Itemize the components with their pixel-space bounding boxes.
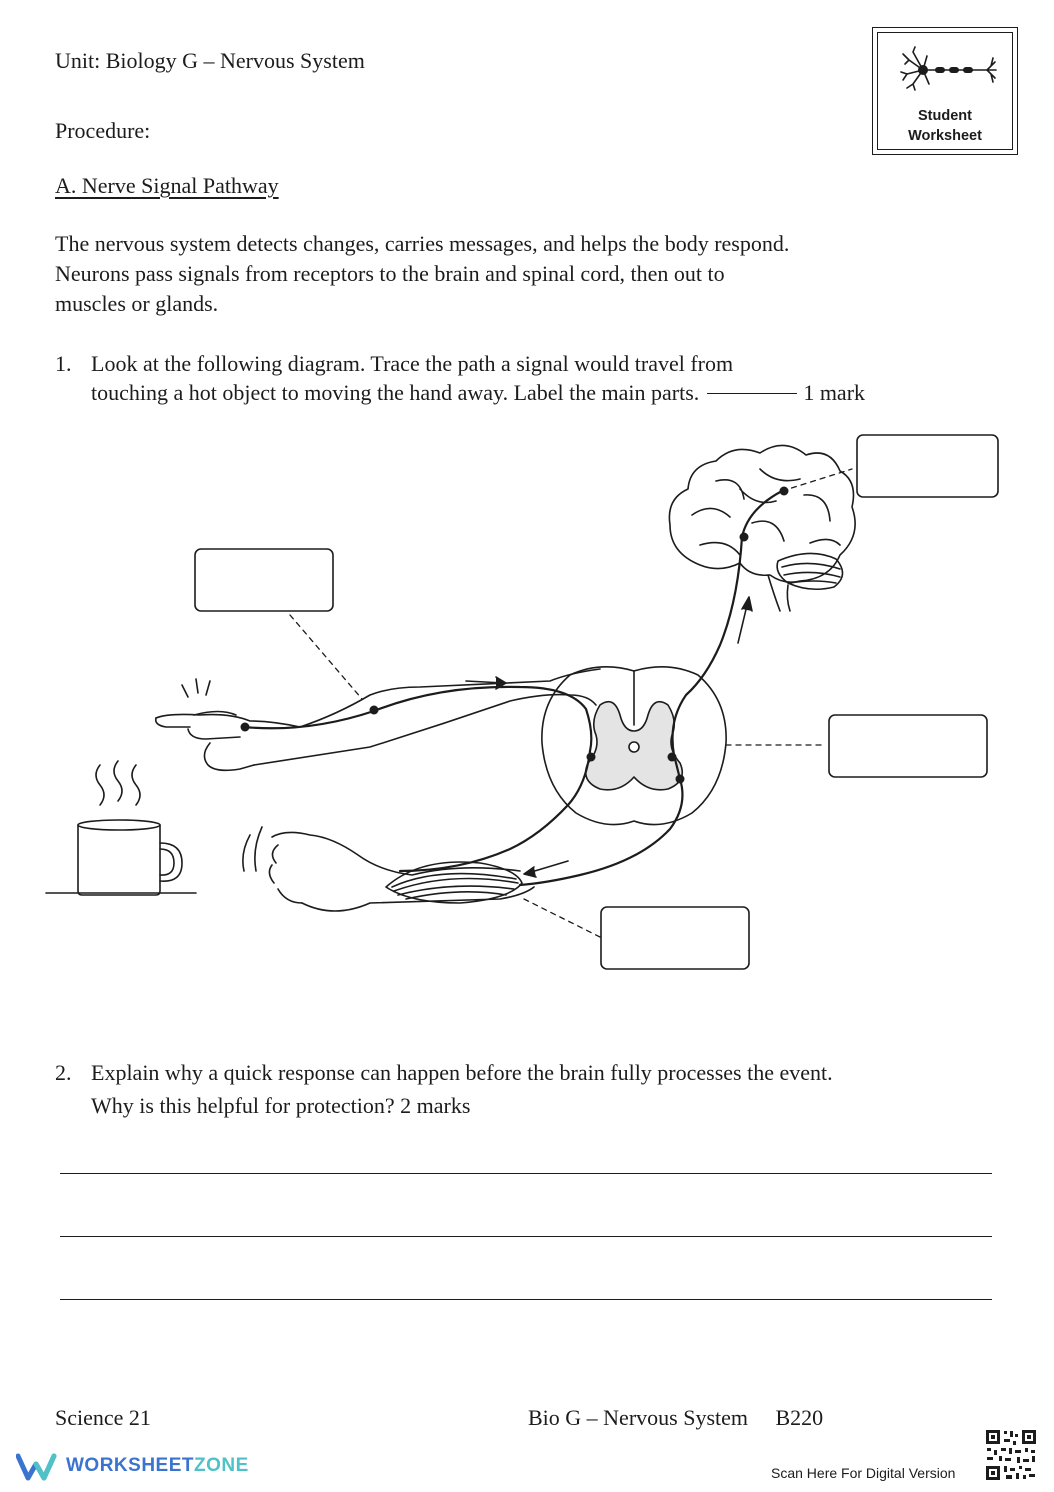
intro-line: muscles or glands. [55,291,219,316]
qr-code-icon[interactable] [984,1428,1038,1482]
motor-pathway [520,779,682,885]
nerve-pathway-diagram [40,425,1020,985]
question-line: Look at the following diagram. Trace the path a signal would travel from [91,351,734,376]
neuron-node [241,487,789,784]
hand-icon [156,669,600,770]
badge-line-2: Worksheet [908,128,982,144]
connector-pathway [400,751,590,871]
worksheetzone-logo-icon [16,1452,60,1482]
label-box-receptor[interactable] [195,549,333,611]
label-box-muscle[interactable] [601,907,749,969]
footer-code-text: Bio G – Nervous System B220 [528,1405,824,1430]
question-marks: 1 mark [803,380,866,405]
question-line-2 [91,378,865,408]
answer-line[interactable] [60,1299,992,1300]
badge-line-1: Student [918,108,972,124]
intro-paragraph [55,229,935,319]
question-line: Explain why a quick response can happen before the brain fully processes the event. [91,1060,833,1085]
question-line: Why is this helpful for protection? 2 marks [91,1093,471,1118]
logo-word-1: WORKSHEET [66,1455,194,1476]
neuron-icon [895,42,999,102]
student-worksheet-badge [872,27,1018,155]
procedure-heading: Procedure: [55,118,151,143]
scan-caption: Scan Here For Digital Version [771,1465,956,1481]
brain-icon [669,445,855,611]
label-box-brain[interactable] [857,435,998,497]
unit-title: Unit: Biology G – Nervous System [55,48,365,73]
question-number: 1. [55,351,72,376]
intro-line: Neurons pass signals from receptors to the brain and spinal cord, then out to [55,261,725,286]
label-box-spinal-cord[interactable] [829,715,987,777]
ascending-pathway [673,491,783,755]
question-number: 2. [55,1060,72,1085]
answer-line[interactable] [60,1173,992,1174]
arm-muscle-icon [243,827,534,911]
spinal-cord-icon [542,667,726,825]
footer-code [528,1403,823,1433]
question-line: touching a hot object to moving the hand away. Label the main parts. [91,380,700,405]
answer-blank[interactable] [707,393,797,394]
hot-mug-icon [78,761,182,895]
intro-line: The nervous system detects changes, carries messages, and helps the body respond. [55,231,790,256]
section-title: A. Nerve Signal Pathway [55,173,279,198]
answer-line[interactable] [60,1236,992,1237]
logo-word-2: ZONE [194,1455,249,1476]
footer-course: Science 21 [55,1405,151,1430]
worksheetzone-logo[interactable] [66,1455,249,1477]
